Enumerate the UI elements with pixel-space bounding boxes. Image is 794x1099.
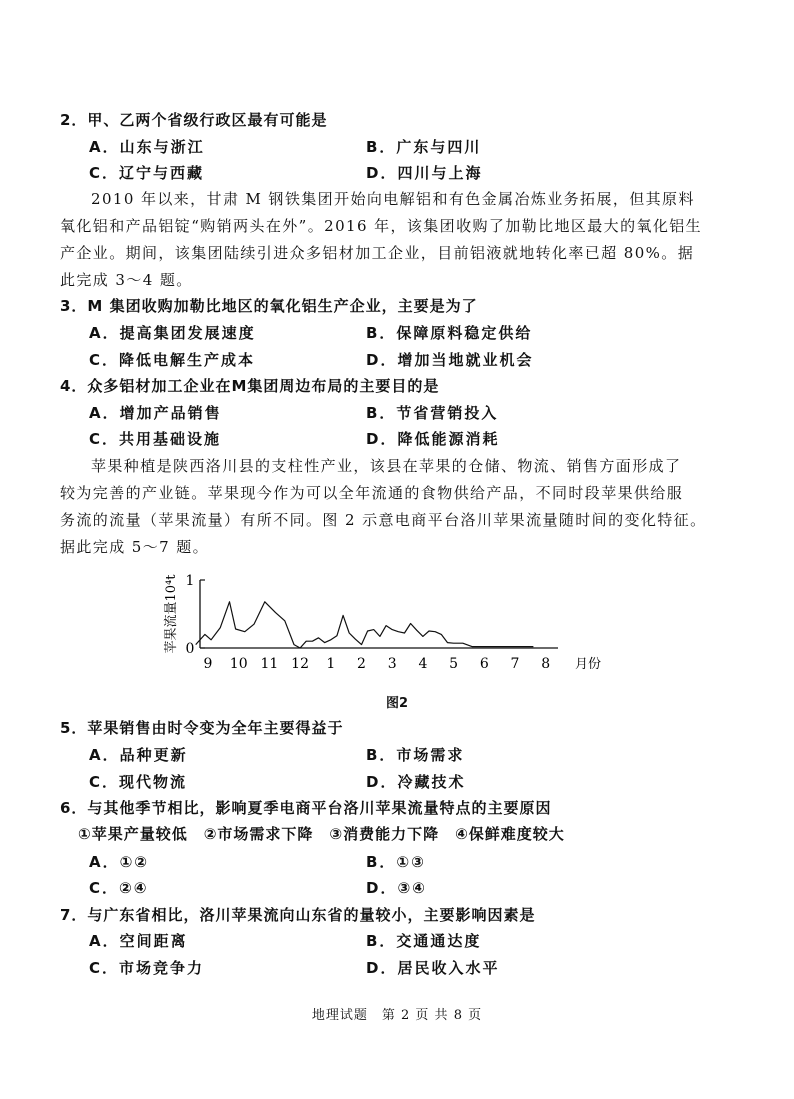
question-6-option-c: C．②④: [89, 879, 149, 897]
question-2-option-b: B．广东与四川: [366, 138, 482, 156]
question-7-option-a: A．空间距离: [89, 932, 188, 950]
question-4-stem: 4．众多铝材加工企业在M集团周边布局的主要目的是: [60, 377, 440, 395]
question-7-option-d: D．居民收入水平: [366, 959, 500, 977]
question-4-option-a: A．增加产品销售: [89, 404, 222, 422]
question-4-option-d: D．降低能源消耗: [366, 430, 500, 448]
question-4-option-b: B．节省营销投入: [366, 404, 499, 422]
apple-flow-chart: [150, 568, 620, 680]
y-tick-label: 0: [185, 641, 195, 657]
question-6-option-d: D．③④: [366, 879, 427, 897]
question-2-option-d: D．四川与上海: [366, 164, 483, 182]
question-7-option-b: B．交通通达度: [366, 932, 482, 950]
x-tick-label: 2: [357, 656, 366, 672]
question-2-option-a: A．山东与浙江: [89, 138, 205, 156]
question-3-stem: 3．M 集团收购加勒比地区的氧化铝生产企业，主要是为了: [60, 297, 478, 315]
passage-apple-line-4: 据此完成 5～7 题。: [60, 538, 210, 556]
question-2-stem: 2．甲、乙两个省级行政区最有可能是: [60, 111, 328, 129]
series-line: [196, 602, 534, 648]
passage-m-line-2: 氧化铝和产品铝锭“购销两头在外”。2016 年，该集团收购了加勒比地区最大的氧化铝生: [60, 217, 703, 235]
question-7-stem: 7．与广东省相比，洛川苹果流向山东省的量较小，主要影响因素是: [60, 906, 536, 924]
question-6-option-a: A．①②: [89, 853, 150, 871]
x-tick-label: 11: [260, 656, 279, 672]
passage-m-line-3: 产企业。期间，该集团陆续引进众多铝材加工企业，目前铝液就地转化率已超 80%。据: [60, 244, 695, 262]
question-5-option-b: B．市场需求: [366, 746, 465, 764]
question-6-stem: 6．与其他季节相比，影响夏季电商平台洛川苹果流量特点的主要原因: [60, 799, 552, 817]
x-tick-label: 3: [387, 656, 397, 672]
passage-m-line-4: 此完成 3～4 题。: [60, 271, 193, 289]
question-7-option-c: C．市场竞争力: [89, 959, 205, 977]
x-tick-label: 7: [510, 656, 520, 672]
question-5-option-c: C．现代物流: [89, 773, 188, 791]
x-tick-label: 8: [541, 656, 551, 672]
question-3-option-d: D．增加当地就业机会: [366, 351, 534, 369]
x-tick-label: 5: [449, 656, 459, 672]
question-6-statements: ①苹果产量较低 ②市场需求下降 ③消费能力下降 ④保鲜难度较大: [78, 825, 565, 843]
figure-caption: 图2: [385, 696, 409, 711]
question-4-option-c: C．共用基础设施: [89, 430, 222, 448]
passage-m-line-1: 2010 年以来，甘肃 M 钢铁集团开始向电解铝和有色金属冶炼业务拓展，但其原料: [91, 190, 695, 208]
x-tick-label: 1: [326, 656, 336, 672]
question-3-option-a: A．提高集团发展速度: [89, 324, 256, 342]
y-axis-label: 苹果流量10⁴t: [164, 574, 179, 654]
page-footer: 地理试题 第 2 页 共 8 页: [311, 1008, 483, 1023]
x-tick-label: 4: [418, 656, 428, 672]
y-tick-label: 1: [185, 573, 195, 589]
question-5-option-a: A．品种更新: [89, 746, 188, 764]
x-tick-label: 6: [479, 656, 489, 672]
passage-apple-line-2: 较为完善的产业链。苹果现今作为可以全年流通的食物供给产品，不同时段苹果供给服: [60, 484, 684, 502]
x-tick-label: 9: [203, 656, 213, 672]
question-3-option-b: B．保障原料稳定供给: [366, 324, 533, 342]
passage-apple-line-1: 苹果种植是陕西洛川县的支柱性产业，该县在苹果的仓储、物流、销售方面形成了: [91, 457, 682, 475]
x-axis-label: 月份: [574, 657, 602, 672]
question-6-option-b: B．①③: [366, 853, 426, 871]
question-2-option-c: C．辽宁与西藏: [89, 164, 205, 182]
question-3-option-c: C．降低电解生产成本: [89, 351, 256, 369]
question-5-option-d: D．冷藏技术: [366, 773, 466, 791]
question-5-stem: 5．苹果销售由时令变为全年主要得益于: [60, 719, 344, 737]
passage-apple-line-3: 务流的流量（苹果流量）有所不同。图 2 示意电商平台洛川苹果流量随时间的变化特征。: [60, 511, 707, 529]
x-tick-label: 10: [229, 656, 248, 672]
x-tick-label: 12: [291, 656, 310, 672]
